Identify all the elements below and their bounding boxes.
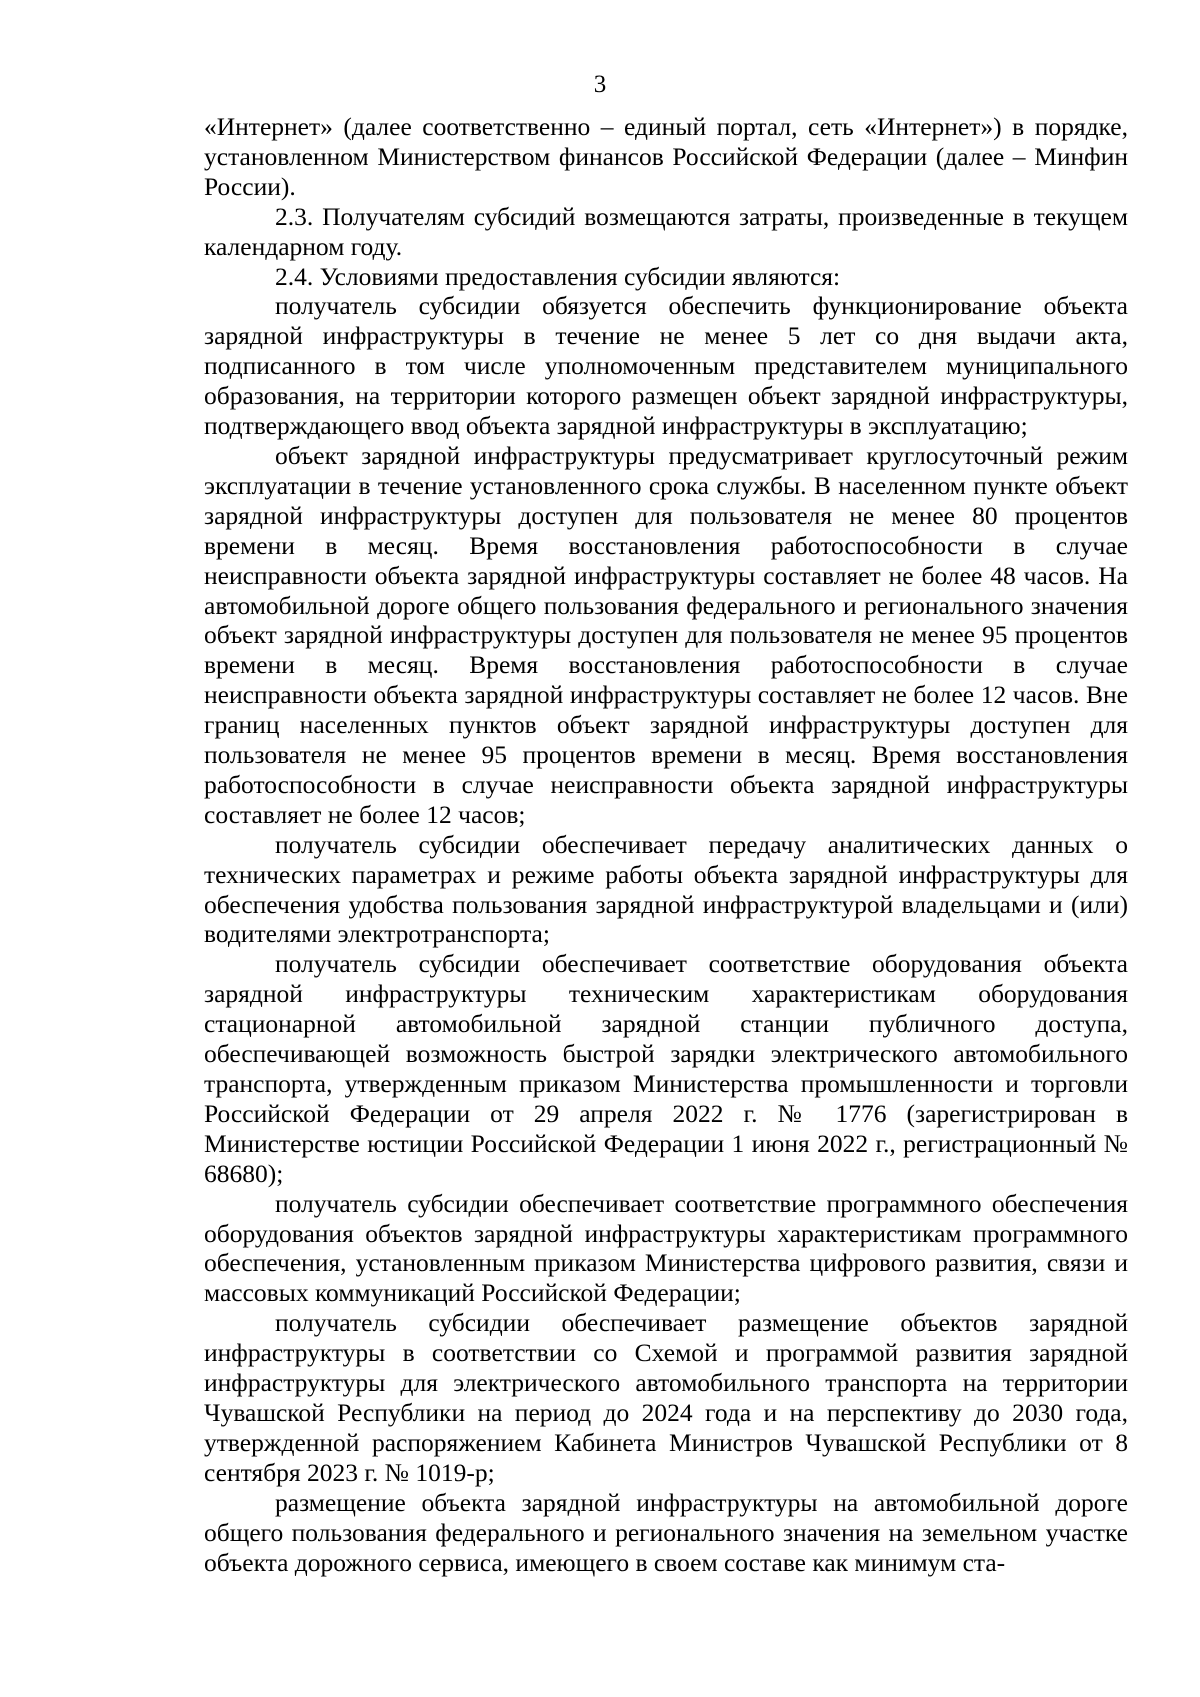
paragraph-continuation: «Интернет» (далее соответственно – единый портал, сеть «Интернет») в порядке, установленном Министерством финансов Российской Федерации (далее – Минфин России). [204, 112, 1128, 201]
paragraph-2-4-heading: 2.4. Условиями предоставления субсидии являются: [275, 261, 841, 291]
paragraph-condition-equipment: получатель субсидии обеспечивает соответствие оборудования объекта зарядной инфраструктуры техническим характеристикам оборудования стационарной автомобильной зарядной станции публичного доступа, обеспечивающей возможность быстрой зарядки электрического автомобильного транспорта, утвержденным приказом Министерства промышленности и торговли Российской Федерации от 29 апреля 2022 г. № 1776 (зарегистрирован в Министерстве юстиции Российской Федерации 1 июня 2022 г., регистрационный № 68680); [204, 949, 1128, 1188]
paragraph-condition-software: получатель субсидии обеспечивает соответствие программного обеспечения оборудования объектов зарядной инфраструктуры характеристикам программного обеспечения, установленным приказом Министерства цифрового развития, связи и массовых коммуникаций Российской Федерации; [204, 1188, 1128, 1308]
document-body [204, 112, 1128, 1577]
page-number: 3 [593, 71, 607, 98]
paragraph-condition-analytics: получатель субсидии обеспечивает передачу аналитических данных о технических параметрах и режиме работы объекта зарядной инфраструктуры для обеспечения удобства пользования зарядной инфраструктурой владельцами и (или) водителями электротранспорта; [204, 829, 1128, 949]
paragraph-condition-availability: объект зарядной инфраструктуры предусматривает круглосуточный режим эксплуатации в течение установленного срока службы. В населенном пункте объект зарядной инфраструктуры доступен для пользователя не менее 80 процентов времени в месяц. Время восстановления работоспособности в случае неисправности объекта зарядной инфраструктуры составляет не более 48 часов. На автомобильной дороге общего пользования федерального и регионального значения объект зарядной инфраструктуры доступен для пользователя не менее 95 процентов времени в месяц. Время восстановления работоспособности в случае неисправности объекта зарядной инфраструктуры составляет не более 12 часов. Вне границ населенных пунктов объект зарядной инфраструктуры доступен для пользователя не менее 95 процентов времени в месяц. Время восстановления работоспособности в случае неисправности объекта зарядной инфраструктуры составляет не более 12 часов; [204, 440, 1128, 829]
paragraph-2-3: 2.3. Получателям субсидий возмещаются затраты, произведенные в текущем календарном году. [204, 201, 1128, 261]
paragraph-condition-placement-scheme: получатель субсидии обеспечивает размещение объектов зарядной инфраструктуры в соответствии со Схемой и программой развития зарядной инфраструктуры для электрического автомобильного транспорта на территории Чувашской Республики на период до 2024 года и на перспективу до 2030 года, утвержденной распоряжением Кабинета Министров Чувашской Республики от 8 сентября 2023 г. № 1019-р; [204, 1308, 1128, 1487]
paragraph-condition-road-placement: размещение объекта зарядной инфраструктуры на автомобильной дороге общего пользования федерального и регионального значения на земельном участке объекта дорожного сервиса, имеющего в своем составе как минимум ста- [204, 1487, 1128, 1577]
paragraph-condition-operation-term: получатель субсидии обязуется обеспечить функционирование объекта зарядной инфраструктуры в течение не менее 5 лет со дня выдачи акта, подписанного в том числе уполномоченным представителем муниципального образования, на территории которого размещен объект зарядной инфраструктуры, подтверждающего ввод объекта зарядной инфраструктуры в эксплуатацию; [204, 291, 1128, 441]
